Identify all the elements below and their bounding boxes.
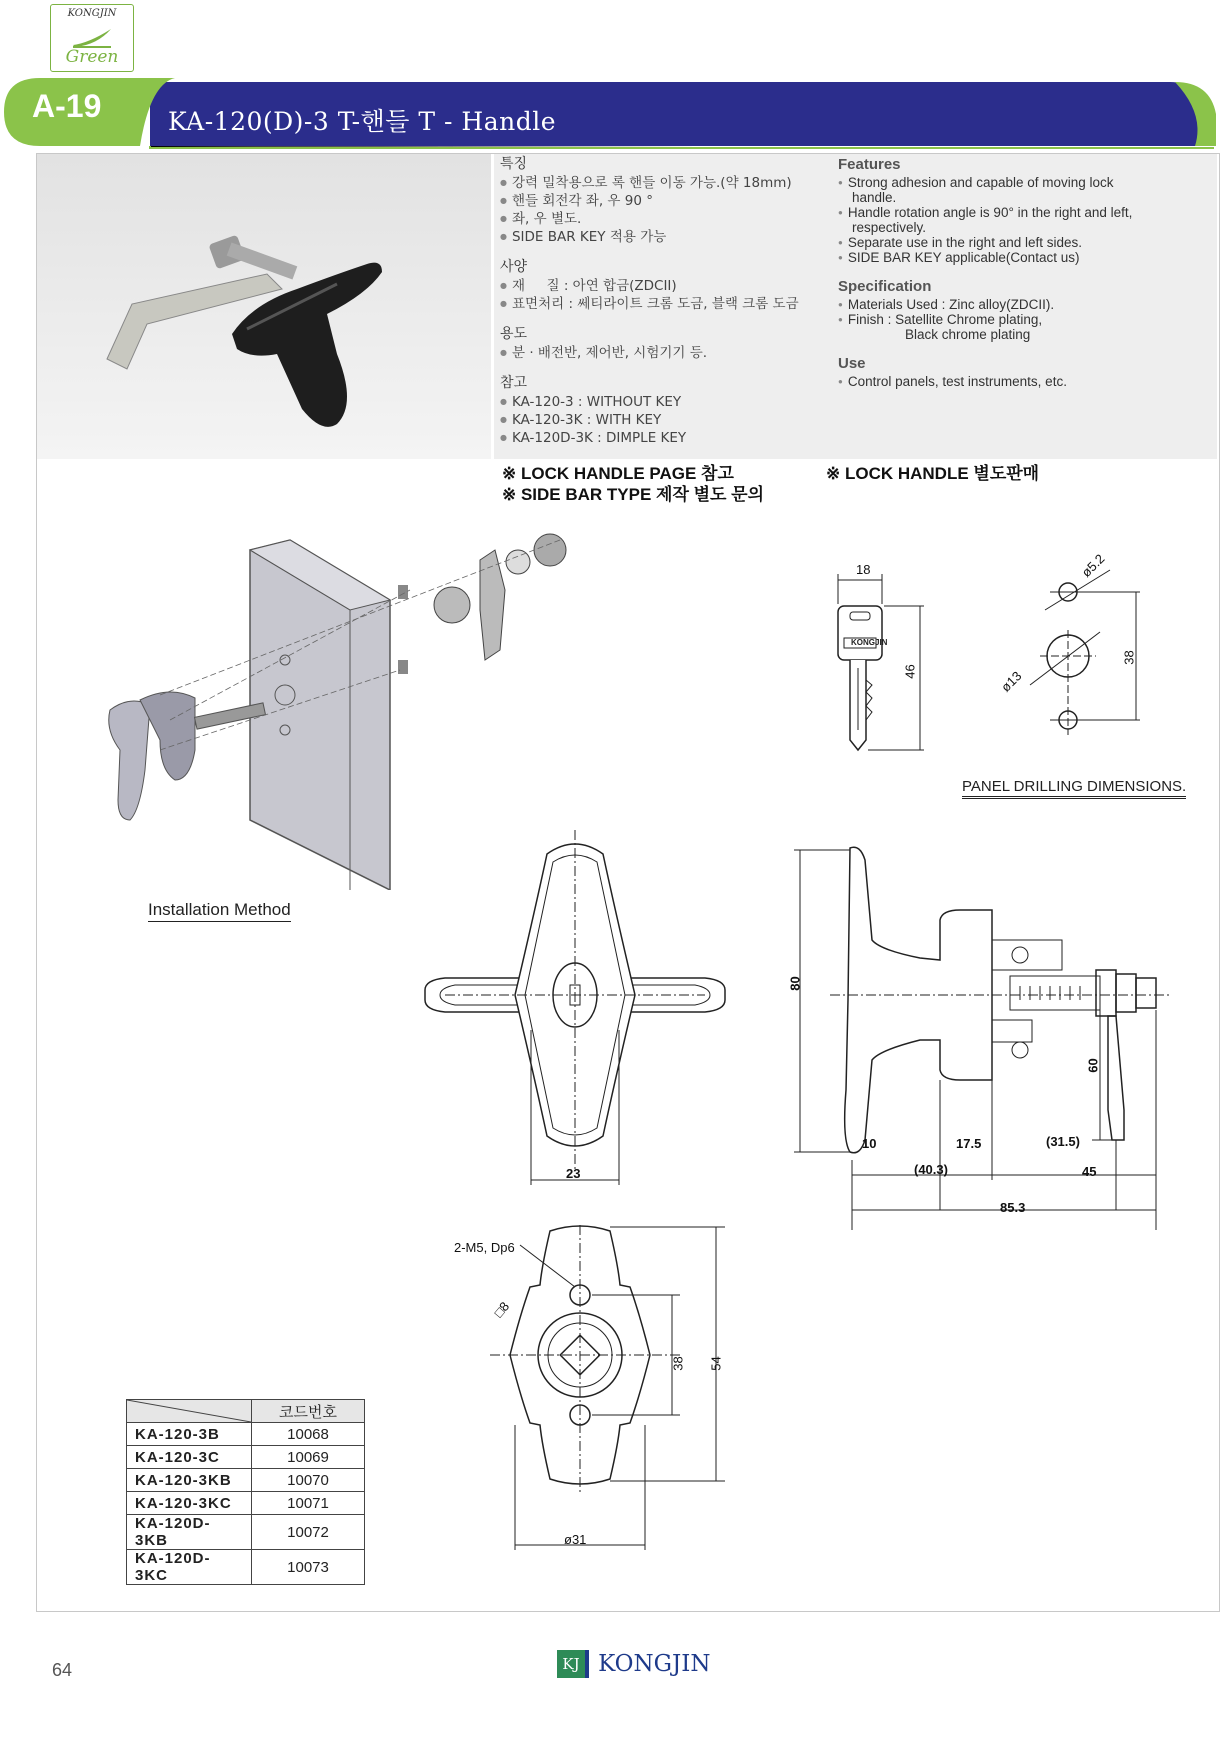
en-feature: ● Separate use in the right and left sides. [838,235,1210,250]
side-dim-17-5: 17.5 [956,1136,982,1151]
side-dim-10: 10 [862,1136,877,1151]
side-lower-dim: 60 [1085,1058,1101,1073]
model-cell: KA-120-3KC [127,1492,252,1515]
note-sold-separately: ※ LOCK HANDLE 별도판매 [826,464,1040,483]
front-width-dim: 23 [566,1166,581,1181]
kr-ref: ● KA-120-3 : WITHOUT KEY [500,393,830,411]
panel-drilling-label: PANEL DRILLING DIMENSIONS. [962,778,1186,799]
side-height-dim: 80 [787,976,803,991]
key-drawing [820,560,940,760]
drill-center-hole-dim: ø13 [997,668,1025,695]
model-cell: KA-120-3KB [127,1469,252,1492]
en-spec-title: Specification [838,278,932,295]
back-hole-spacing-dim: 38 [670,1356,686,1371]
en-spec-cont: Black chrome plating [905,327,1031,342]
front-view-drawing [415,830,735,1190]
side-total-dim: 85.3 [1000,1200,1026,1215]
brand-name: KONGJIN [598,1651,711,1677]
en-feature: ● SIDE BAR KEY applicable(Contact us) [838,250,1210,265]
en-features-title: Features [838,156,901,173]
page-title: KA-120(D)-3 T-핸들 T - Handle [168,107,556,136]
model-cell: KA-120D-3KB [127,1515,252,1550]
korean-spec [500,156,830,447]
drill-small-hole-dim: ø5.2 [1078,550,1108,581]
drill-height-dim: 38 [1121,650,1137,665]
kr-ref: ● KA-120D-3K : DIMPLE KEY [500,429,830,447]
en-feature: ● Strong adhesion and capable of moving lock [838,175,1210,190]
en-spec: ● Materials Used : Zinc alloy(ZDCII). [838,297,1210,312]
leaf-icon [69,25,115,49]
table-row [127,1492,365,1515]
kr-use: ● 분 · 배전반, 제어반, 시험기기 등. [500,344,830,362]
english-spec [838,157,1210,389]
kr-features-title: 특징 [500,156,528,172]
key-width-dim: 18 [856,562,871,577]
en-use-title: Use [838,355,866,372]
note-lock-page: ※ LOCK HANDLE PAGE 참고 [502,464,734,483]
kr-feature: ● SIDE BAR KEY 적용 가능 [500,228,830,246]
code-cell: 10069 [252,1446,365,1469]
back-height-dim: 54 [708,1356,724,1371]
code-table [126,1399,365,1585]
kr-feature: ● 강력 밀착용으로 록 핸들 이동 가능.(약 18mm) [500,174,830,192]
back-view-drawing [480,1225,740,1555]
table-row [127,1423,365,1446]
code-cell: 10068 [252,1423,365,1446]
en-feature: ● Handle rotation angle is 90° in the right and left, [838,205,1210,220]
kr-spec: ● 재 질 : 아연 합금(ZDCII) [500,277,830,295]
page-number: 64 [52,1660,73,1680]
logo-word: Green [65,47,119,67]
en-spec: ● Finish : Satellite Chrome plating, [838,312,1210,327]
side-dim-45: 45 [1082,1164,1097,1179]
logo-top-text: KONGJIN [67,8,117,19]
code-cell: 10072 [252,1515,365,1550]
kr-spec: ● 표면처리 : 쎄티라이트 크롬 도금, 블랙 크롬 도금 [500,295,830,313]
side-dim-40-3: (40.3) [914,1162,948,1177]
section-badge: A-19 [32,88,102,124]
model-cell: KA-120D-3KC [127,1550,252,1585]
back-diameter-dim: ø31 [564,1532,587,1547]
table-row [127,1550,365,1585]
back-thread-dim: 2-M5, Dp6 [454,1240,515,1255]
company-logo [50,4,134,72]
en-feature-cont: respectively. [852,220,927,235]
side-dim-31-5: (31.5) [1046,1134,1080,1149]
table-row [127,1446,365,1469]
installation-label: Installation Method [148,900,291,922]
table-row [127,1515,365,1550]
panel-drilling-drawing [997,560,1170,740]
key-height-dim: 46 [902,664,918,679]
product-photo [37,154,491,459]
en-use: ● Control panels, test instruments, etc. [838,374,1210,389]
table-corner-cell [127,1400,252,1423]
code-cell: 10071 [252,1492,365,1515]
brand-mark: KJ [557,1650,589,1678]
code-cell: 10073 [252,1550,365,1585]
note-side-bar: ※ SIDE BAR TYPE 제작 별도 문의 [502,485,765,504]
kr-feature: ● 핸들 회전각 좌, 우 90 ° [500,192,830,210]
model-cell: KA-120-3C [127,1446,252,1469]
en-feature-cont: handle. [852,190,897,205]
footer-brand [557,1650,710,1678]
kr-ref: ● KA-120-3K : WITH KEY [500,411,830,429]
table-row [127,1469,365,1492]
kr-ref-title: 참고 [500,375,528,391]
model-cell: KA-120-3B [127,1423,252,1446]
back-square-dim: □8 [490,1298,513,1321]
kr-feature: ● 좌, 우 별도. [500,210,830,228]
side-view-drawing [787,840,1200,1230]
key-brand: KONGJIN [851,638,888,647]
kr-spec-title: 사양 [500,259,528,275]
kr-use-title: 용도 [500,326,528,342]
code-cell: 10070 [252,1469,365,1492]
table-header: 코드번호 [252,1400,365,1423]
